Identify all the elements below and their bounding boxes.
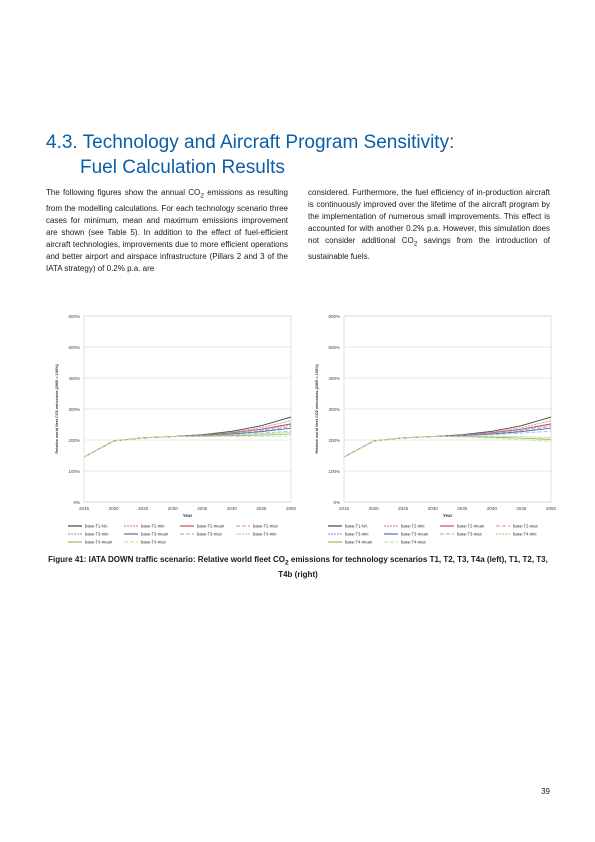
legend-label: base-T3-min [345, 531, 369, 537]
y-tick-label: 200% [68, 438, 80, 443]
legend-label: base-T4-max [141, 539, 166, 545]
legend-label: base-T3-mean [141, 531, 169, 537]
caption-part2: emissions for technology scenarios T1, T2, T3, T4a (left), T1, T2, T3, T4b (right) [278, 555, 548, 579]
y-tick-label: 300% [328, 407, 340, 412]
figure-caption [46, 554, 550, 580]
left-text-part1: The following figures show the annual CO [46, 188, 201, 197]
y-tick-label: 200% [328, 438, 340, 443]
y-tick-label: 300% [68, 407, 80, 412]
series-line [84, 428, 291, 457]
x-tick-label: 2045 [256, 506, 267, 511]
x-axis-label: Year [442, 513, 453, 518]
y-tick-label: 100% [68, 469, 80, 474]
chart-left [46, 308, 296, 554]
series-line [84, 417, 291, 457]
y-tick-label: 500% [68, 345, 80, 350]
left-text-part2: emissions as resulting from the modelling calculations. For each technology scenario three cases for minimum, mean and maximum emissions improvement are shown (see Table 5). In addition to the effect of fuel-efficient aircraft technologies, improvements due to more efficient operations and better airport and airspace infrastructure (Pillars 2 and 3 of the IATA strategy) of 0.2% p.a. are [46, 188, 288, 273]
x-tick-label: 2030 [167, 506, 178, 511]
legend-label: base-T2-min [401, 523, 425, 529]
legend-label: base-T3-mean [401, 531, 429, 537]
x-tick-label: 2050 [285, 506, 296, 511]
legend-label: base-T4-max [401, 539, 426, 545]
x-tick-label: 2015 [338, 506, 350, 511]
y-tick-label: 0% [73, 500, 80, 505]
y-axis-label: Relative world fleet CO2 emissions (2005 = 100%) [55, 364, 59, 454]
caption-subscript: 2 [284, 559, 289, 567]
section-heading-line1: 4.3. Technology and Aircraft Program Sensitivity: [46, 132, 455, 153]
legend-label: base-T4-min [253, 531, 277, 537]
body-column-left [46, 187, 288, 275]
x-tick-label: 2035 [457, 506, 468, 511]
legend-label: base-T4-mean [345, 539, 373, 545]
legend-label: base-T3-max [197, 531, 222, 537]
x-tick-label: 2025 [398, 506, 409, 511]
y-axis-label: Relative world fleet CO2 emissions (2005 = 100%) [315, 364, 319, 454]
x-tick-label: 2040 [226, 506, 237, 511]
legend-label: base-T2-min [141, 523, 165, 529]
right-text-subscript: 2 [413, 240, 418, 248]
series-line [84, 436, 291, 457]
y-tick-label: 400% [328, 376, 340, 381]
x-tick-label: 2015 [78, 506, 90, 511]
x-axis-label: Year [182, 513, 193, 518]
y-tick-label: 100% [328, 469, 340, 474]
legend-label: base-T2-mean [197, 523, 225, 529]
caption-part1: Figure 41: IATA DOWN traffic scenario: Relative world fleet CO [48, 555, 285, 564]
legend-label: base-T1-NA [345, 523, 368, 529]
series-line [344, 427, 551, 457]
body-column-right [308, 187, 550, 263]
y-tick-label: 0% [333, 500, 340, 505]
x-tick-label: 2050 [545, 506, 556, 511]
legend-label: base-T1-NA [85, 523, 108, 529]
section-heading-line2: Fuel Calculation Results [80, 157, 285, 178]
page-number: 39 [541, 787, 550, 796]
right-text-part2: savings from the introduction of sustainable fuels. [308, 236, 550, 261]
x-tick-label: 2025 [138, 506, 149, 511]
x-tick-label: 2035 [197, 506, 208, 511]
series-line [344, 431, 551, 457]
x-tick-label: 2020 [368, 506, 379, 511]
legend-label: base-T4-min [513, 531, 537, 537]
y-tick-label: 600% [328, 314, 340, 319]
series-line [344, 428, 551, 457]
series-line [344, 437, 551, 457]
y-tick-label: 400% [68, 376, 80, 381]
series-line [84, 434, 291, 457]
legend-label: base-T2-max [253, 523, 278, 529]
legend-label: base-T3-min [85, 531, 109, 537]
x-tick-label: 2030 [427, 506, 438, 511]
chart-right [306, 308, 556, 554]
legend-label: base-T2-max [513, 523, 538, 529]
series-line [84, 427, 291, 457]
series-line [344, 417, 551, 457]
x-tick-label: 2045 [516, 506, 527, 511]
chart-right-svg [306, 308, 556, 554]
y-tick-label: 500% [328, 345, 340, 350]
x-tick-label: 2040 [486, 506, 497, 511]
x-tick-label: 2020 [108, 506, 119, 511]
legend-label: base-T4-mean [85, 539, 113, 545]
left-text-subscript: 2 [200, 192, 204, 200]
section-heading [46, 130, 454, 180]
chart-left-svg [46, 308, 296, 554]
right-text-part1: considered. Furthermore, the fuel efficiency of in-production aircraft is continuously improved over the lifetime of the aircraft program by the implementation of numerous small improvements. This effect is accounted for with another 0.2% p.a. However, this simulation does not consider additional CO [308, 188, 550, 245]
y-tick-label: 600% [68, 314, 80, 319]
legend-label: base-T3-max [457, 531, 482, 537]
legend-label: base-T2-mean [457, 523, 485, 529]
